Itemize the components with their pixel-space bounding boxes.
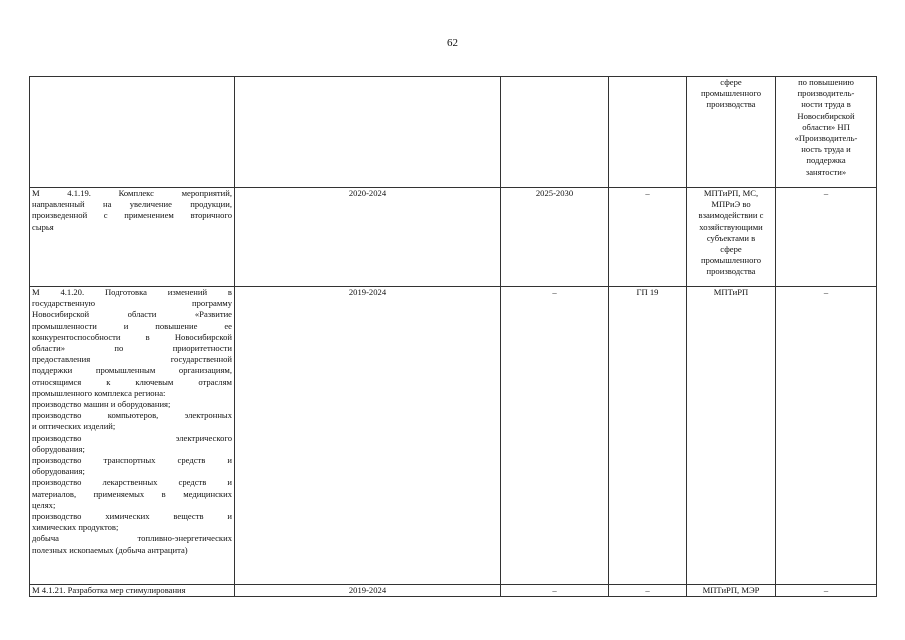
- cell-line: и оптических изделий;: [32, 421, 116, 432]
- program-cell: –: [609, 188, 687, 287]
- cell-line: добыча топливно-энергетических: [32, 533, 232, 544]
- cell-line: производство транспортных средств и: [32, 455, 232, 466]
- table-row: [30, 77, 877, 188]
- period-cell: [235, 77, 501, 188]
- measure-cell: [30, 585, 235, 597]
- cell-line: промышленного комплекса региона:: [32, 387, 166, 398]
- cell-line: производства: [706, 266, 756, 277]
- project-cell: [776, 188, 877, 287]
- cell-line: производства: [706, 99, 756, 110]
- cell-line: хозяйствующими: [699, 221, 763, 232]
- cell-line: сфере: [720, 244, 742, 255]
- cell-line: производитель-: [797, 88, 855, 99]
- cell-line: химических продуктов;: [32, 522, 119, 533]
- cell-line: производство химических веществ и: [32, 511, 232, 522]
- cell-line: относящимся к ключевым отраслям: [32, 376, 232, 387]
- cell-line: предоставления государственной: [32, 354, 232, 365]
- cell-line: сфере: [720, 77, 742, 87]
- period2-cell: 2025-2030: [501, 188, 609, 287]
- cell-line: производство машин и оборудования;: [32, 399, 171, 410]
- cell-line: конкурентоспособности в Новосибирской: [32, 331, 232, 342]
- cell-line: материалов, применяемых в медицинских: [32, 488, 232, 499]
- cell-line: производство лекарственных средств и: [32, 477, 232, 488]
- project-cell: [776, 585, 877, 597]
- cell-line: М 4.1.21. Разработка мер стимулирования: [32, 585, 186, 595]
- page-number: 62: [447, 37, 458, 49]
- executor-cell: [687, 77, 776, 188]
- cell-line: взаимодействии с: [698, 210, 764, 221]
- cell-line: области» НП: [802, 121, 850, 132]
- project-cell: [776, 77, 877, 188]
- program-cell: –: [609, 585, 687, 597]
- cell-line: субъектами в: [706, 232, 756, 243]
- period-cell: 2019-2024: [235, 585, 501, 597]
- cell-line: МПРиЭ во: [711, 199, 751, 210]
- cell-line: производство электрического: [32, 432, 232, 443]
- period-cell: 2019-2024: [235, 287, 501, 585]
- cell-line: Новосибирской: [797, 110, 855, 121]
- period2-cell: –: [501, 287, 609, 585]
- cell-line: «Производитель-: [794, 133, 858, 144]
- cell-line: по повышению: [798, 77, 854, 87]
- cell-line: промышленного: [700, 88, 762, 99]
- program-cell: ГП 19: [609, 287, 687, 585]
- cell-line: производство компьютеров, электронных: [32, 410, 232, 421]
- program-cell: [609, 77, 687, 188]
- cell-line: –: [823, 287, 829, 297]
- cell-line: М 4.1.19. Комплекс мероприятий,: [32, 188, 232, 198]
- cell-line: целях;: [32, 499, 56, 510]
- cell-line: государственную программу: [32, 298, 232, 309]
- cell-line: –: [823, 585, 829, 595]
- cell-line: направленный на увеличение продукции,: [32, 199, 232, 210]
- cell-line: поддержка: [806, 155, 846, 166]
- measure-cell: [30, 287, 235, 585]
- cell-line: области» по приоритетности: [32, 343, 232, 354]
- table-row: [30, 585, 877, 597]
- measures-table: [29, 76, 877, 597]
- cell-line: оборудования;: [32, 466, 85, 477]
- measure-cell: [30, 188, 235, 287]
- cell-line: ность труда и: [801, 144, 851, 155]
- cell-line: оборудования;: [32, 443, 85, 454]
- cell-line: промышленности и повышение ее: [32, 320, 232, 331]
- cell-line: сырья: [32, 221, 54, 232]
- cell-line: –: [823, 188, 829, 198]
- cell-line: Новосибирской области «Развитие: [32, 309, 232, 320]
- cell-line: поддержки промышленным организациям,: [32, 365, 232, 376]
- executor-cell: [687, 188, 776, 287]
- executor-cell: [687, 585, 776, 597]
- cell-line: М 4.1.20. Подготовка изменений в: [32, 287, 232, 297]
- table-row: [30, 287, 877, 585]
- cell-line: МПТиРП: [713, 287, 749, 297]
- cell-line: МПТиРП, МС,: [703, 188, 759, 198]
- project-cell: [776, 287, 877, 585]
- measure-cell: [30, 77, 235, 188]
- cell-line: полезных ископаемых (добыча антрацита): [32, 544, 188, 555]
- cell-line: произведенной с применением вторичного: [32, 210, 232, 221]
- cell-line: МПТиРП, МЭР: [702, 585, 760, 595]
- cell-line: занятости»: [805, 166, 847, 177]
- executor-cell: [687, 287, 776, 585]
- period-cell: 2020-2024: [235, 188, 501, 287]
- cell-line: промышленного: [700, 255, 762, 266]
- period2-cell: [501, 77, 609, 188]
- period2-cell: –: [501, 585, 609, 597]
- table-row: [30, 188, 877, 287]
- cell-line: ности труда в: [801, 99, 851, 110]
